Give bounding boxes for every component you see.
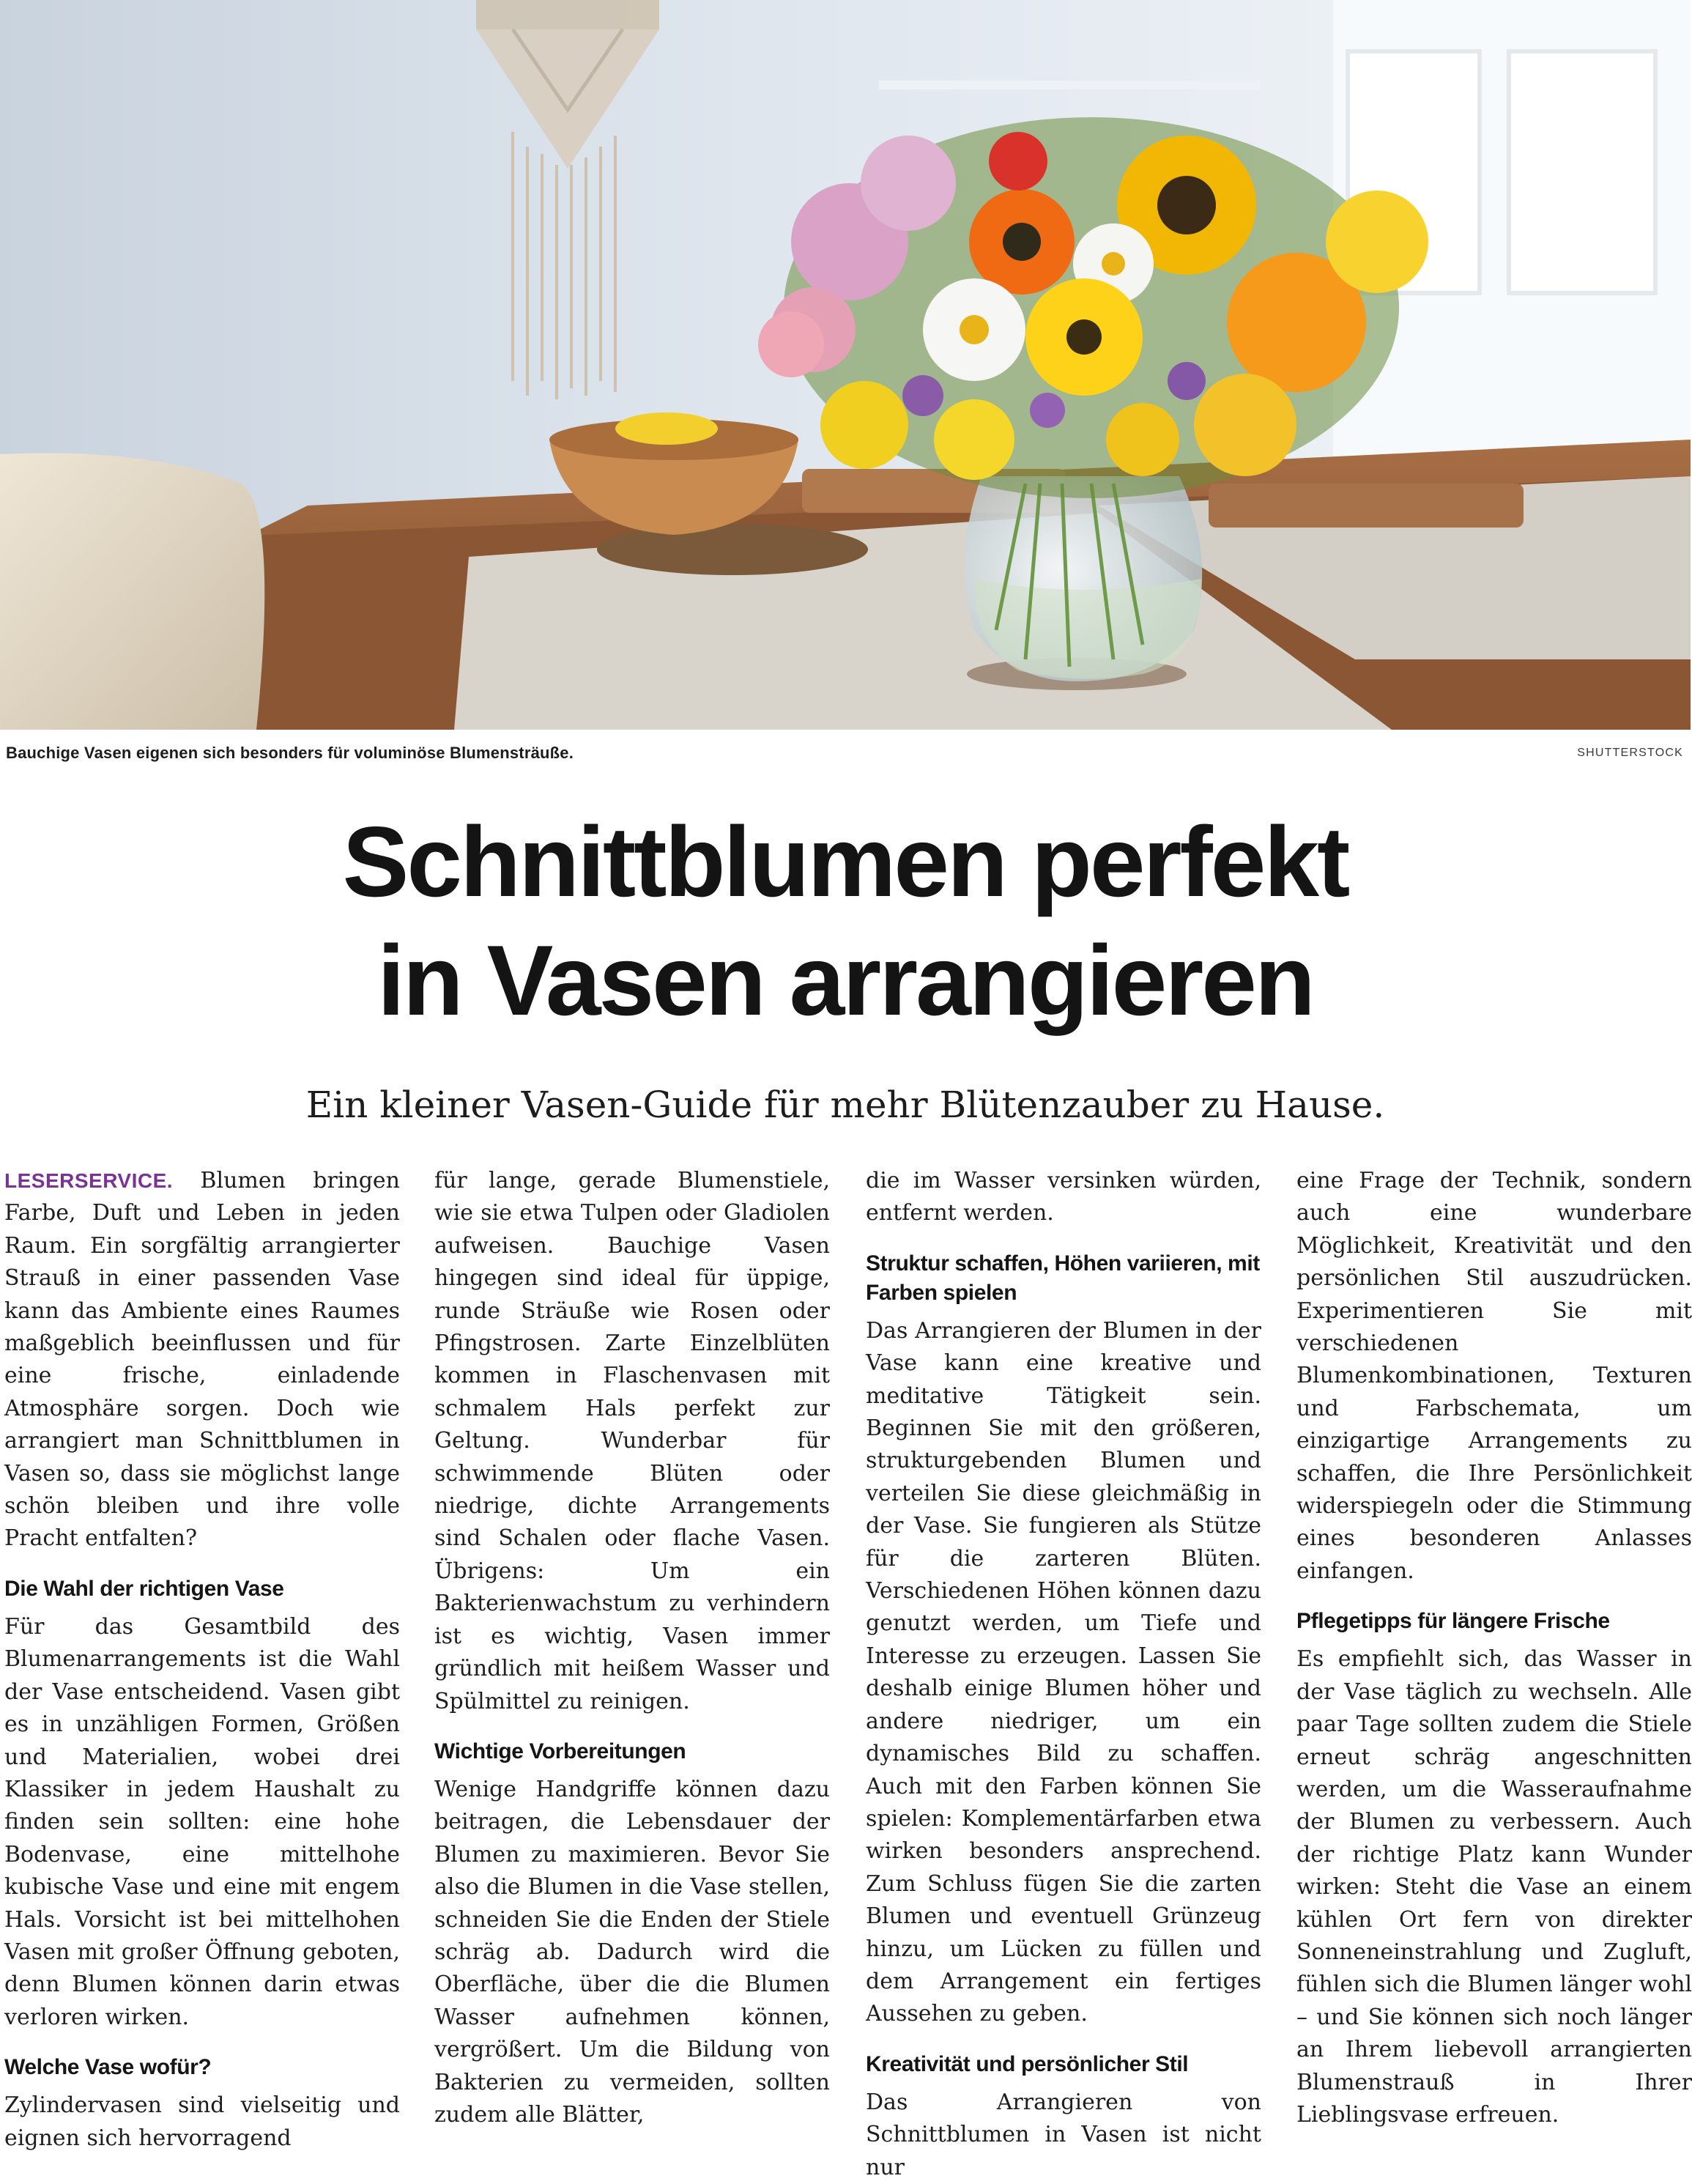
column-4 (1296, 1165, 1692, 2162)
subhead-care-tips: Pflegetipps für längere Frische (1296, 1609, 1610, 1634)
intro-text: Blumen bringen Farbe, Duft und Leben in jeden Raum. Ein sorgfältig arrangierter Strauß in einer passenden Vase kann das Ambiente eines Raumes maßgeblich beeinflussen und für eine frische, einladende Atmosphäre sorgen. Doch wie arrangiert man Schnittblumen in Vasen so, dass sie möglichst lange schön bleiben und ihre volle Pracht entfalten? (4, 1168, 400, 1552)
paragraph-which-vase-cont: für lange, gerade Blumenstiele, wie sie etwa Tulpen oder Gladiolen aufweisen. Bauchige Vasen hingegen sind ideal für üppige, runde Sträuße wie Rosen oder Pfingstrosen. Zarte Einzelblüten kommen in Flaschenvasen mit schmalem Hals perfekt zur Geltung. Wunderbar für schwimmende Blüten oder niedrige, dichte Arrangements sind Schalen oder flache Vasen. Übrigens: Um ein Bakterienwachstum zu verhindern ist es wichtig, Vasen immer gründlich mit heißem Wasser und Spülmittel zu reinigen. (434, 1168, 830, 1714)
paragraph-vase-choice: Für das Gesamtbild des Blumenarrangements ist die Wahl der Vase entscheidend. Vasen gibt es in unzähligen Formen, Größen und Materialien, wobei drei Klassiker in jedem Haushalt zu finden sein sollten: eine hohe Bodenvase, eine mittelhohe kubische Vase und eine mit engem Hals. Vorsicht ist bei mittelhohen Vasen mit großer Öffnung geboten, denn Blumen können darin etwas verloren wirken. (4, 1613, 400, 2030)
photo-credit: SHUTTERSTOCK (1577, 747, 1683, 759)
headline-line-1: Schnittblumen perfekt (342, 806, 1348, 917)
paragraph-care-tips: Es empfiehlt sich, das Wasser in der Vase täglich zu wechseln. Alle paar Tage sollten zudem die Stiele erneut schräg angeschnitten werden, um die Wasseraufnahme der Blumen zu verbessern. Auch der richtige Platz kann Wunder wirken: Steht die Vase an einem kühlen Ort fern von direkter Sonneneinstrahlung und Zugluft, fühlen sich die Blumen länger wohl – und Sie können sich noch länger an Ihrem liebevoll arrangierten Blumenstrauß in Ihrer Lieblingsvase erfreuen. (1296, 1646, 1692, 2128)
subhead-structure: Struktur schaffen, Höhen variieren, mit Farben spielen (866, 1251, 1260, 1305)
article-headline (0, 802, 1691, 1040)
subhead-vase-choice: Die Wahl der richtigen Vase (4, 1576, 284, 1601)
paragraph-preparations-start: Wenige Handgriffe können dazu beitragen, die Lebensdauer der Blumen zu maximieren. Bevor Sie also die Blumen in die Vase stellen, schneiden Sie die Enden der Stiele schräg ab. Dadurch wird die Oberfläche, über die die Blumen Wasser aufnehmen können, vergrößert. Um die Bildung von Bakterien zu vermeiden, sollten zudem alle Blätter, (434, 1776, 830, 2128)
intro-paragraph (4, 1165, 400, 1555)
subhead-creativity: Kreativität und persönlicher Stil (866, 2051, 1189, 2076)
subhead-which-vase: Welche Vase wofür? (4, 2055, 212, 2080)
photo-caption (6, 744, 1683, 769)
flower-vase-illustration (0, 0, 1691, 730)
headline-line-2: in Vasen arrangieren (377, 925, 1313, 1036)
column-1 (4, 1165, 400, 2162)
article-body (0, 1165, 1692, 2180)
paragraph-preparations-cont: die im Wasser versinken würden, entfernt werden. (866, 1168, 1261, 1226)
paragraph-which-vase-start: Zylindervasen sind vielseitig und eignen sich hervorragend (4, 2092, 400, 2151)
subhead-preparations: Wichtige Vorbereitungen (434, 1739, 686, 1763)
column-3 (866, 1165, 1261, 2180)
paragraph-structure: Das Arrangieren der Blumen in der Vase kann eine kreative und meditative Tätigkeit sein. Beginnen Sie mit den größeren, strukturgebenden Blumen und verteilen Sie diese gleichmäßig in der Vase. Sie fungieren als Stütze für die zarteren Blüten. Verschiedenen Höhen können dazu genutzt werden, um Tiefe und Interesse zu erzeugen. Lassen Sie deshalb einige Blumen höher und andere niedriger, um ein dynamisches Bild zu schaffen. Auch mit den Farben können Sie spielen: Komplementärfarben etwa wirken besonders ansprechend. Zum Schluss fügen Sie die zarten Blumen und eventuell Grünzeug hinzu, um Lücken zu füllen und dem Arrangement ein fertiges Aussehen zu geben. (866, 1317, 1261, 2027)
paragraph-creativity-cont: eine Frage der Technik, sondern auch eine wunderbare Möglichkeit, Kreativität und den persönlichen Stil auszudrücken. Experimentieren Sie mit verschiedenen Blumenkombinationen, Texturen und Farbschemata, um einzigartige Arrangements zu schaffen, die Ihre Persönlichkeit widerspiegeln oder die Stimmung eines besonderen Anlasses einfangen. (1296, 1168, 1692, 1584)
caption-text: Bauchige Vasen eigenen sich besonders für voluminöse Blumensträuße. (6, 744, 574, 762)
paragraph-creativity-start: Das Arrangieren von Schnittblumen in Vasen ist nicht nur (866, 2089, 1261, 2180)
article-subline: Ein kleiner Vasen-Guide für mehr Blütenzauber zu Hause. (305, 1084, 1385, 1126)
column-2 (434, 1165, 830, 2162)
kicker: LESERSERVICE. (4, 1169, 174, 1192)
article-photo (0, 0, 1691, 730)
